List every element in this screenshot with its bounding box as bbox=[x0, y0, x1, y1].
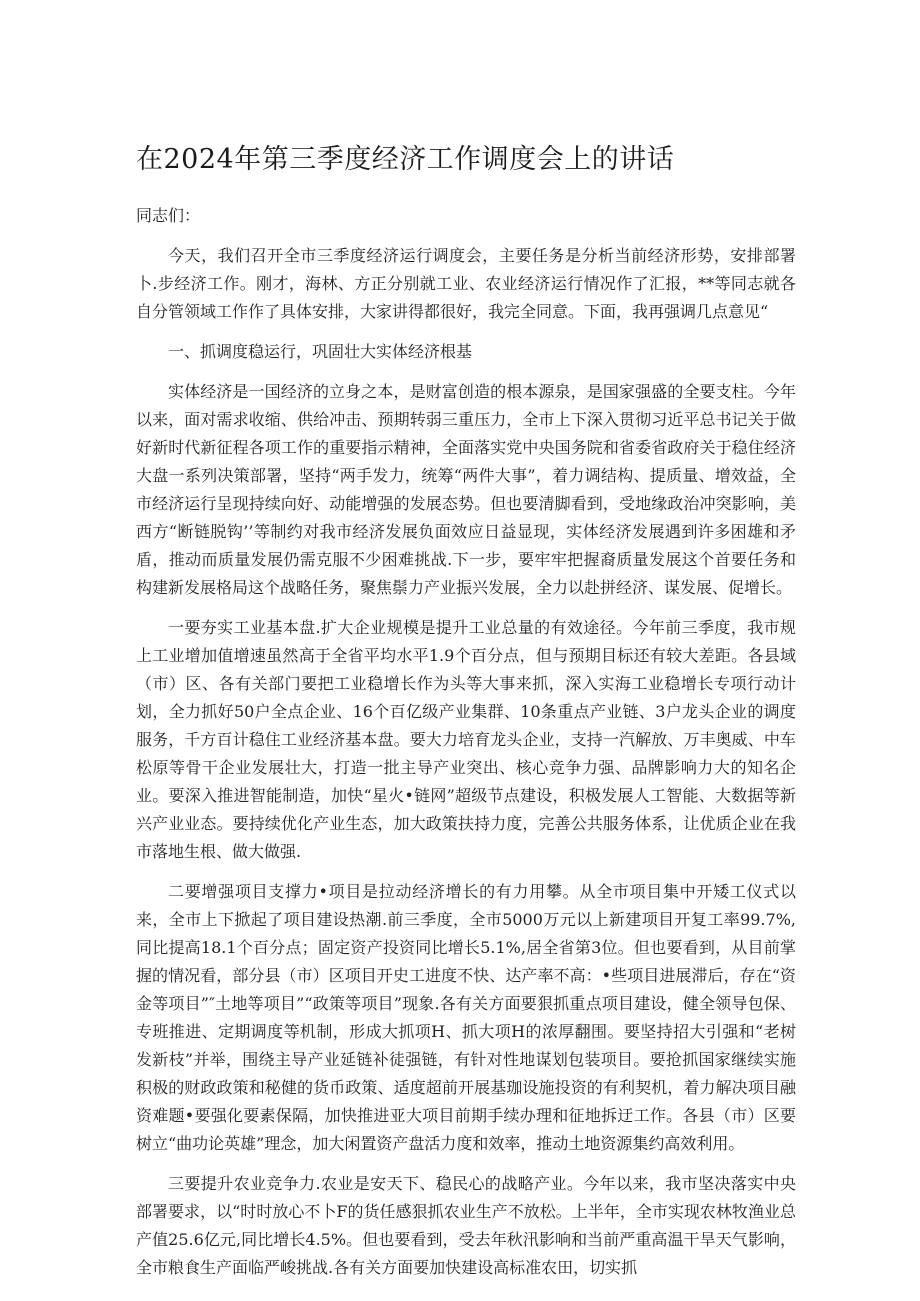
paragraph-industry: 一要夯实工业基本盘.扩大企业规模是提升工业总量的有效途径。今年前三季度，我市规上工业增加值增速虽然高于全省平均水平1.9个百分点，但与预期目标还有较大差距。各县域（市）区、各有关部门要把工业稳增长作为头等大事来抓，深入实海工业稳增长专项行动计划，全力抓好50户全点企业、16个百亿级产业集群、10条重点产业链、3户龙头企业的调度服务，千方百计稳住工业经济基本盘。要大力培育龙头企业，支持一汽解放、万丰奥威、中车松原等骨干企业发展壮大，打造一批主导产业突出、核心竞争力强、品牌影响力大的知名企业。要深入推进智能制造，加快“星火•链网”超级节点建设，积极发展人工智能、大数据等新兴产业业态。要持续优化产业生态，加大政策扶持力度，完善公共服务体系，让优质企业在我市落地生根、做大做强. bbox=[136, 618, 796, 861]
salutation: 同志们： bbox=[136, 206, 201, 225]
paragraph-intro: 今天，我们召开全市三季度经济运行调度会，主要任务是分析当前经济形势，安排部署卜.步经济工作。刚才，海林、方正分别就工业、农业经济运行情况作了汇报，**等同志就各自分管领域工作作了具体安排，大家讲得都很好，我完全同意。下面，我再强调几点意见“ bbox=[136, 246, 796, 321]
paragraph-real-economy: 实体经济是一国经济的立身之本，是财富创造的根本源泉，是国家强盛的全要支柱。今年以来，面对需求收缩、供给冲击、预期转弱三重压力，全市上下深入贯彻习近平总书记关于做好新时代新征程各项工作的重要指示精神，全面落实党中央国务院和省委省政府关于稳住经济大盘一系列决策部署，坚持“两手发力，统筹“两件大事”，着力调结构、提质量、增效益，全市经济运行呈现持续向好、动能增强的发展态势。但也要清脚看到，受地缘政治冲突影响，美西方“断链脱钩’’等制约对我市经济发展负面效应日益显现，实体经济发展遇到许多困雄和矛盾，推动而质量发展仍需克服不少困难挑战.下一步，要牢牢把握裔质量发展这个首要任务和构建新发展格局这个战略任务，聚焦鬃力产业振兴发展，全力以赴拼经济、谋发展、促增长。 bbox=[136, 382, 796, 597]
document-title: 在2024年第三季度经济工作调度会上的讲话 bbox=[136, 144, 675, 175]
document-page bbox=[136, 140, 796, 1294]
paragraph-projects: 二要增强项目支撑力•项目是拉动经济增长的有力用攀。从全市项目集中开矮工仪式以来，全市上下掀起了项目建设热潮.前三季度，全市5000万元以上新建项目开复工率99.7%,同比提高18.1个百分点；固定资产投资同比增长5.1%,居全省第3位。但也要看到，从目前掌握的情况看，部分县（市）区项目开史工进度不快、达产率不高：•些项目进展滞后，存在“资金等项目”″土地等项目”“政策等项目”现象.各有关方面要狠抓重点项目建设，健全领导包保、专班推进、定期调度等机制，形成大抓项H、抓大项H的浓厚翻围。要坚持招大引强和“老树发新枝”并举，围绕主导产业延链补徒强链，有针对性地谋划包装项目。要抢抓国家继续实施积极的财政政策和秘健的货币政策、适度超前开展基珈设施投资的有利契机，着力解决项目融资难题•要强化要素保隔，加快推进亚大项目前期手续办理和征地拆迂工作。各县（市）区要树立“曲功论英雄”理念，加大闲置资产盘活力度和效率，推动土地资源集约高效利用。 bbox=[136, 882, 796, 1153]
paragraph-agriculture: 三要提升农业竞争力.农业是安天下、稳民心的战略产业。今年以来，我市坚决落实中央部署要求，以“时时放心不卜F的货任感狠抓农业生产不放松。上半年，全市实现农林牧渔业总产值25.6亿元,同比增长4.5%。但也要看到，受去年秋汛影响和当前严重高温干旱天气影响，全市粮食生产面临严峻挑战.各有关方面要加快建设高标准农田，切实抓 bbox=[136, 1174, 796, 1277]
section-heading-1: 一、抓调度稳运行，巩固壮大实体经济根基 bbox=[168, 342, 473, 361]
